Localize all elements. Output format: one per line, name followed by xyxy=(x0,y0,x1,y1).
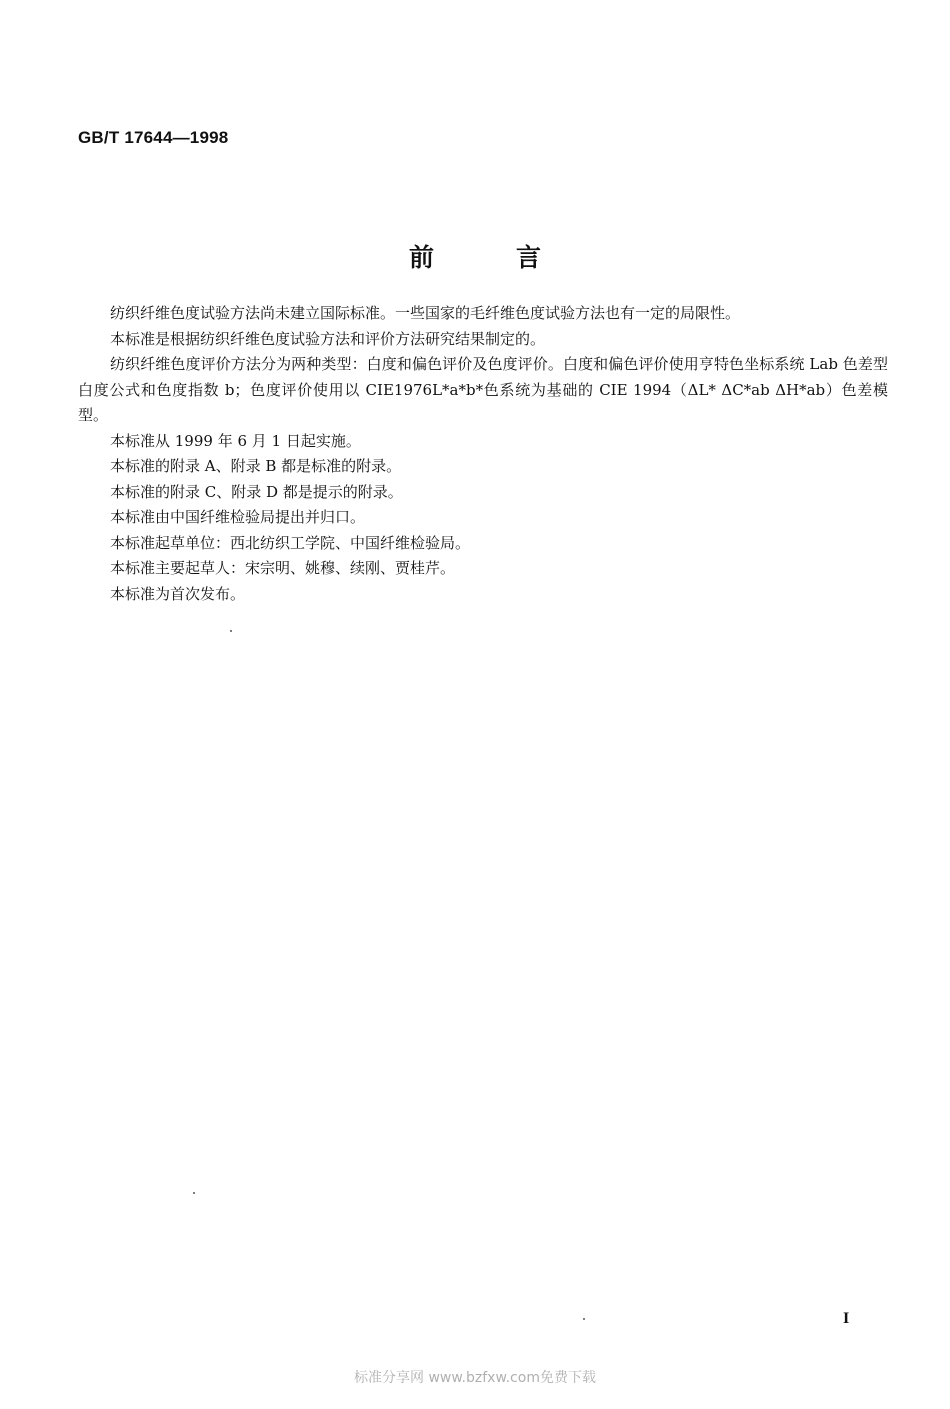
scan-speck xyxy=(583,1318,585,1320)
paragraph: 本标准的附录 A、附录 B 都是标准的附录。 xyxy=(110,457,402,475)
paragraph: 纺织纤维色度评价方法分为两种类型：白度和偏色评价及色度评价。白度和偏色评价使用亨特色坐标系统 Lab 色差型白度公式和色度指数 b；色度评价使用以 CIE1976L*a*b*色系统为基础的 CIE 1994（ΔL* ΔC*ab ΔH*ab）色差模型。 xyxy=(78,355,888,424)
paragraph: 本标准由中国纤维检验局提出并归口。 xyxy=(110,508,366,526)
paragraph: 本标准的附录 C、附录 D 都是提示的附录。 xyxy=(110,482,403,501)
paragraph: 纺织纤维色度试验方法尚未建立国际标准。一些国家的毛纤维色度试验方法也有一定的局限性。 xyxy=(110,304,741,322)
page-number: I xyxy=(843,1310,850,1327)
paragraph: 本标准从 1999 年 6 月 1 日起实施。 xyxy=(110,431,361,450)
scan-speck xyxy=(230,630,232,632)
paragraph: 本标准为首次发布。 xyxy=(110,584,246,603)
paragraph: 本标准起草单位：西北纺织工学院、中国纤维检验局。 xyxy=(110,533,471,552)
foreword-body xyxy=(78,301,888,607)
paragraph: 本标准主要起草人：宋宗明、姚穆、续刚、贾桂芹。 xyxy=(110,559,456,577)
paragraph: 本标准是根据纺织纤维色度试验方法和评价方法研究结果制定的。 xyxy=(110,329,546,348)
standard-code: GB/T 17644—1998 xyxy=(78,128,229,147)
watermark: 标准分享网 www.bzfxw.com免费下载 xyxy=(354,1370,596,1386)
scan-speck xyxy=(193,1192,195,1194)
page-title: 前言 xyxy=(408,243,623,272)
